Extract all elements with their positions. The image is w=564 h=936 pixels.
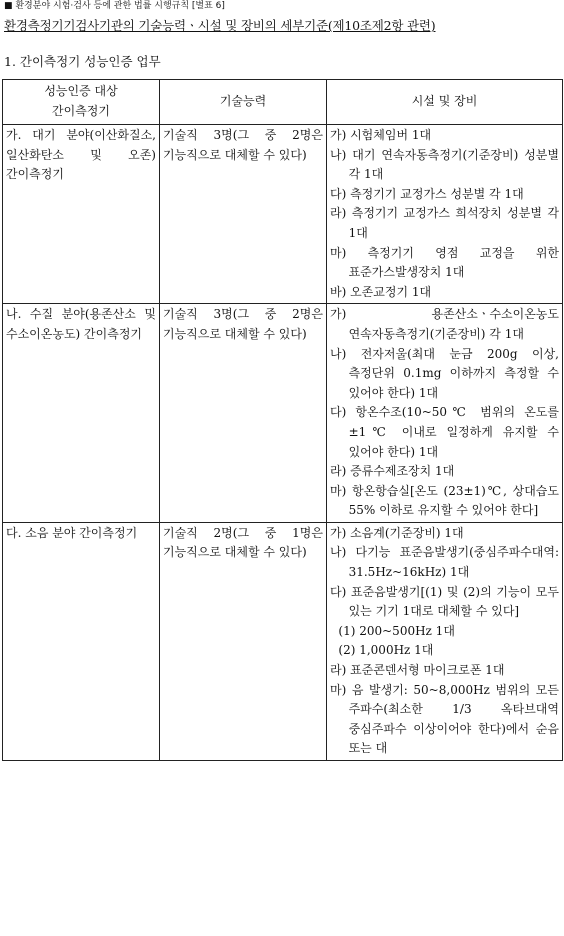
equipment-item: 마) 음 발생기: 50~8,000Hz 범위의 모든 주파수(최소한 1/3 옥타브대역 중심주파수 이상이어야 한다)에서 순음 또는 대 [330,682,559,756]
equipment-item: 바) 오존교정기 1대 [330,284,432,299]
equipment-item: 다) 항온수조(10~50℃ 범위의 온도를 ±1℃ 이내로 일정하게 유지할 수 있어야 한다) 1대 [330,405,559,459]
row-tech: 기술직 2명(그 중 1명은 기능직으로 대체할 수 있다) [160,522,327,760]
equipment-item: 가) 용존산소ㆍ수소이온농도 연속자동측정기(기준장비) 각 1대 [330,307,559,341]
equipment-item: 다) 표준음발생기[(1) 및 (2)의 기능이 모두 있는 기기 1대로 대체할 수 있다] [330,584,559,619]
row-equipment [327,522,563,760]
equipment-item: 나) 대기 연속자동측정기(기준장비) 성분별 각 1대 [330,147,559,182]
equipment-item: 라) 표준콘덴서형 마이크로폰 1대 [330,663,505,678]
header-target-line1: 성능인증 대상 [44,84,118,99]
regulation-header: ■ 환경분야 시험·검사 등에 관한 법률 시행규칙 [별표 6] [4,1,225,11]
row-equipment [327,304,563,523]
row-tech: 기술직 3명(그 중 2명은 기능직으로 대체할 수 있다) [160,304,327,523]
row-tech: 기술직 3명(그 중 2명은 기능직으로 대체할 수 있다) [160,125,327,304]
equipment-subitem: (1) 200~500Hz 1대 [338,623,455,638]
equipment-item: 라) 측정기기 교정가스 희석장치 성분별 각 1대 [330,206,559,240]
section-heading: 1. 간이측정기 성능인증 업무 [4,54,161,69]
equipment-item: 마) 측정기기 영점 교정을 위한 표준가스발생장치 1대 [330,245,559,280]
equipment-item: 나) 다기능 표준음발생기(중심주파수대역: 31.5Hz~16kHz) 1대 [330,545,559,580]
header-target-line2: 간이측정기 [52,104,110,118]
equipment-item: 가) 소음계(기준장비) 1대 [330,525,464,540]
standards-table [2,79,563,761]
table-row [3,304,563,523]
equipment-item: 라) 증류수제조장치 1대 [330,464,455,479]
equipment-item: 마) 항온항습실[온도 (23±1)℃, 상대습도 55% 이하로 유지할 수 있어야 한다] [330,483,559,518]
row-equipment [327,125,563,304]
row-target: 가. 대기 분야(이산화질소, 일산화탄소 및 오존) 간이측정기 [3,125,160,304]
row-target: 다. 소음 분야 간이측정기 [3,522,160,760]
header-target [3,80,160,125]
header-equipment: 시설 및 장비 [327,80,563,125]
equipment-item: 나) 전자저울(최대 눈금 200g 이상, 측정단위 0.1mg 이하까지 측정할 수 있어야 한다) 1대 [330,346,559,400]
equipment-subitem: (2) 1,000Hz 1대 [338,643,434,658]
table-row [3,125,563,304]
equipment-item: 가) 시험체임버 1대 [330,128,432,142]
table-header-row [3,80,563,125]
header-tech: 기술능력 [160,80,327,125]
table-row [3,522,563,760]
equipment-item: 다) 측정기기 교정가스 성분별 각 1대 [330,186,524,201]
document-title: 환경측정기기검사기관의 기술능력ㆍ시설 및 장비의 세부기준(제10조제2항 관련) [4,18,436,33]
row-target: 나. 수질 분야(용존산소 및 수소이온농도) 간이측정기 [3,304,160,523]
